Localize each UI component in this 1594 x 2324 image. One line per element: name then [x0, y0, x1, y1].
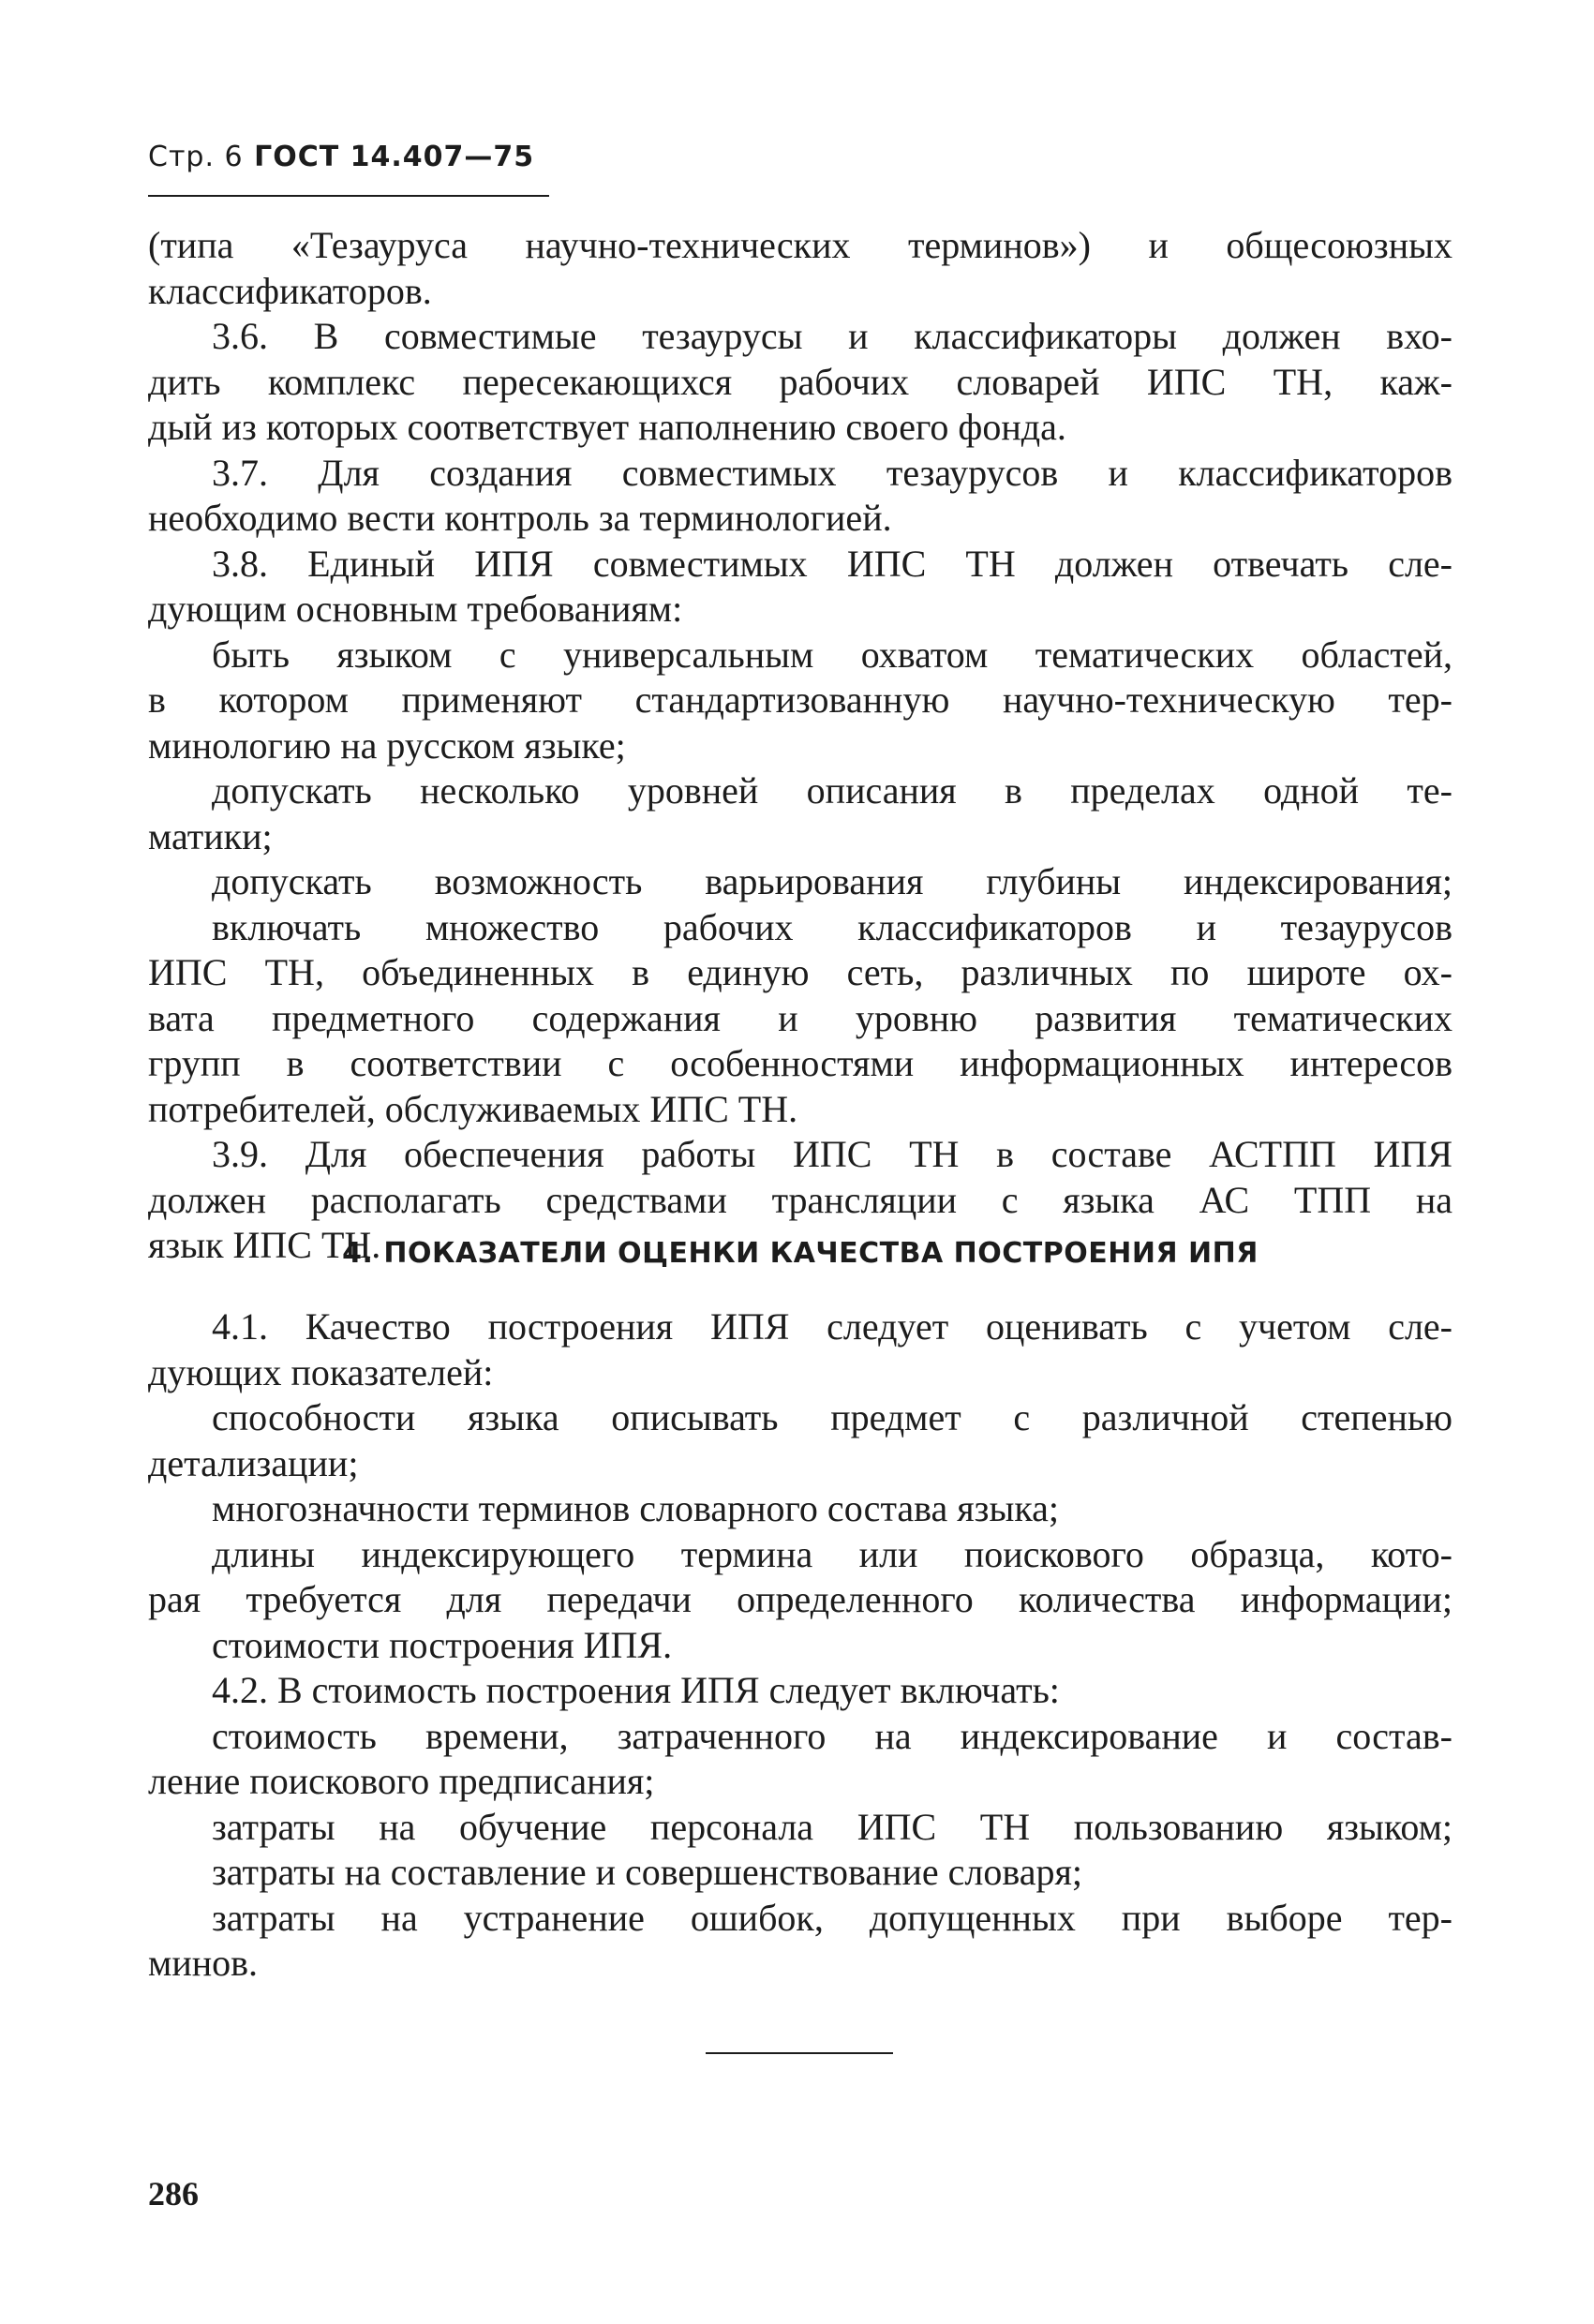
text-line: язык ИПС ТН.	[148, 1224, 381, 1266]
text-line: потребителей, обслуживаемых ИПС ТН.	[148, 1087, 798, 1130]
text-line: дый из которых соответствует наполнению своего фонда.	[148, 406, 1066, 448]
text-line: ление поискового предписания;	[148, 1760, 655, 1802]
text-line: рая требуется для передачи определенного количества информации;	[148, 1578, 1452, 1620]
standard-designation: ГОСТ 14.407—75	[254, 141, 535, 173]
text-line: дить комплекс пересекающихся рабочих словарей ИПС ТН, каж-	[148, 360, 1452, 403]
running-head	[148, 141, 534, 173]
text-line: допускать возможность варьирования глубины индексирования;	[212, 860, 1452, 902]
text-line: стоимости построения ИПЯ.	[212, 1623, 673, 1666]
text-line: минологию на русском языке;	[148, 723, 626, 767]
text-line: должен располагать средствами трансляции с языка АС ТПП на	[148, 1178, 1452, 1221]
text-line: затраты на устранение ошибок, допущенных при выборе тер-	[212, 1896, 1452, 1939]
text-line: вата предметного содержания и уровню развития тематических	[148, 996, 1452, 1039]
text-line: длины индексирующего термина или поискового образца, кото-	[212, 1532, 1452, 1575]
text-line: быть языком с универсальным охватом тематических областей,	[212, 633, 1452, 676]
text-line: дующим основным требованиям:	[148, 588, 683, 630]
header-rule	[148, 195, 549, 197]
text-line: затраты на составление и совершенствование словаря;	[212, 1851, 1082, 1893]
end-rule	[706, 2052, 893, 2054]
section-4-text	[148, 1304, 1452, 1987]
text-line: 3.6. В совместимые тезаурусы и классификаторы должен вхо-	[212, 315, 1452, 357]
section-4-title: 4. ПОКАЗАТЕЛИ ОЦЕНКИ КАЧЕСТВА ПОСТРОЕНИЯ ИПЯ	[342, 1237, 1259, 1270]
text-line: дующих показателей:	[148, 1350, 494, 1393]
text-line: включать множество рабочих классификаторов и тезаурусов	[212, 905, 1452, 948]
text-line: минов.	[148, 1942, 259, 1984]
text-line: 4.1. Качество построения ИПЯ следует оценивать с учетом сле-	[212, 1305, 1452, 1348]
text-line: затраты на обучение персонала ИПС ТН пользованию языком;	[212, 1805, 1452, 1848]
page-label: Стр. 6	[148, 141, 244, 173]
text-line: допускать несколько уровней описания в пределах одной те-	[212, 769, 1452, 812]
text-line: 3.8. Единый ИПЯ совместимых ИПС ТН должен отвечать сле-	[212, 542, 1452, 585]
text-line: необходимо вести контроль за терминологией.	[148, 497, 892, 539]
text-line: групп в соответствии с особенностями информационных интересов	[148, 1042, 1452, 1084]
text-line: многозначности терминов словарного состава языка;	[212, 1487, 1060, 1529]
text-line: стоимость времени, затраченного на индексирование и состав-	[212, 1714, 1452, 1757]
document-page	[148, 0, 1452, 2324]
text-line: ИПС ТН, объединенных в единую сеть, различных по широте ох-	[148, 951, 1452, 993]
text-line: (типа «Тезауруса научно-технических терминов») и общесоюзных	[148, 224, 1452, 266]
text-line: детализации;	[148, 1441, 359, 1484]
text-line: 4.2. В стоимость построения ИПЯ следует включать:	[212, 1669, 1060, 1711]
text-line: способности языка описывать предмет с различной степенью	[212, 1396, 1452, 1438]
text-line: матики;	[148, 814, 273, 857]
page-number: 286	[148, 2175, 199, 2212]
text-line: 3.9. Для обеспечения работы ИПС ТН в составе АСТПП ИПЯ	[212, 1133, 1452, 1175]
text-line: классификаторов.	[148, 269, 432, 312]
section-3-text	[148, 223, 1452, 1269]
text-line: в котором применяют стандартизованную научно-техническую тер-	[148, 678, 1452, 721]
text-line: 3.7. Для создания совместимых тезаурусов и классификаторов	[212, 451, 1452, 494]
